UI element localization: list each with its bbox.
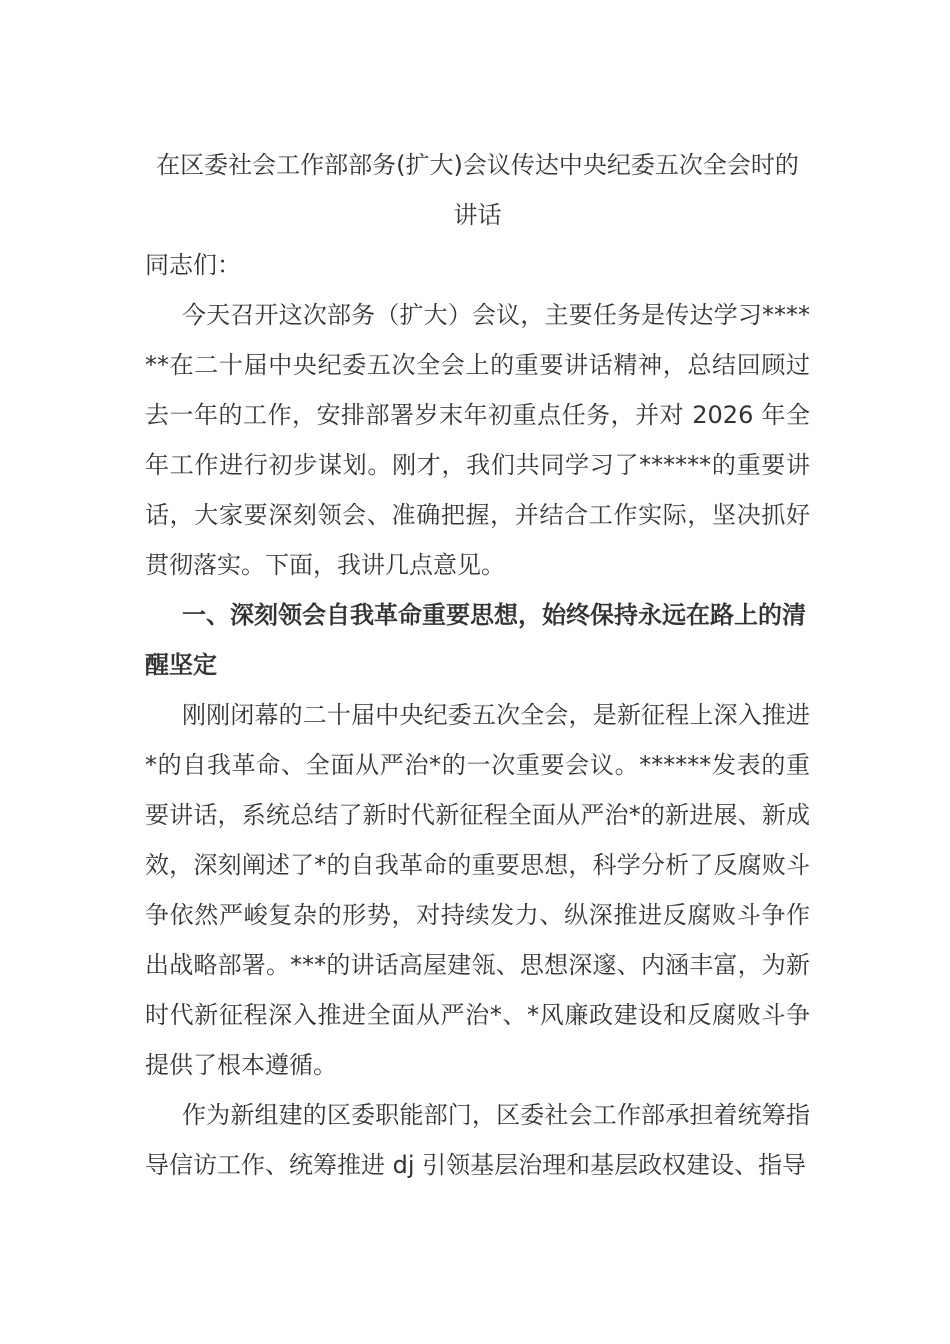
intro-paragraph: 今天召开这次部务（扩大）会议，主要任务是传达学习******在二十届中央纪委五次全会上的重要讲话精神，总结回顾过去一年的工作，安排部署岁末年初重点任务，并对 2026 年全年工作进行初步谋划。刚才，我们共同学习了******的重要讲话，大家要深刻领会、准确把握，并结合工作实际，坚决抓好贯彻落实。下面，我讲几点意见。 [145, 301, 810, 579]
document-title: 在区委社会工作部部务(扩大)会议传达中央纪委五次全会时的讲话 [156, 151, 799, 229]
section1-paragraph-1: 刚刚闭幕的二十届中央纪委五次全会，是新征程上深入推进*的自我革命、全面从严治*的一次重要会议。******发表的重要讲话，系统总结了新时代新征程全面从严治*的新进展、新成效，深刻阐述了*的自我革命的重要思想，科学分析了反腐败斗争依然严峻复杂的形势，对持续发力、纵深推进反腐败斗争作出战略部署。***的讲话高屋建瓴、思想深邃、内涵丰富，为新时代新征程深入推进全面从严治*、*风廉政建设和反腐败斗争提供了根本遵循。 [145, 701, 810, 1079]
section1-paragraph-2: 作为新组建的区委职能部门，区委社会工作部承担着统筹指导信访工作、统筹推进 dj 引领基层治理和基层政权建设、指导 [145, 1101, 810, 1179]
document-page [145, 140, 810, 1190]
salutation: 同志们： [145, 251, 241, 279]
section-heading-1: 一、深刻领会自我革命重要思想，始终保持永远在路上的清醒坚定 [145, 601, 806, 679]
